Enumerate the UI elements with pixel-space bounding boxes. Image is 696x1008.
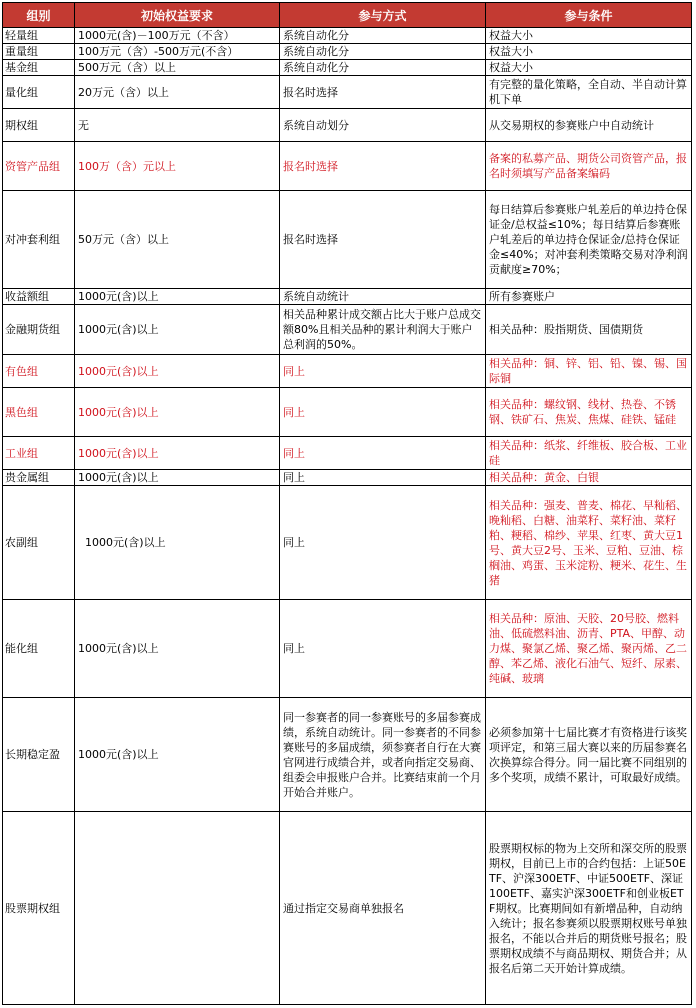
header-method: 参与方式 <box>280 3 486 28</box>
requirement-cell: 1000元(含)以上 <box>75 355 280 388</box>
method-cell: 系统自动统计 <box>280 289 486 305</box>
table-row <box>3 305 692 355</box>
requirement-cell: 1000元(含)以上 <box>75 305 280 355</box>
table-row <box>3 812 692 1005</box>
group-cell: 基金组 <box>3 60 75 76</box>
table-row <box>3 600 692 698</box>
condition-cell: 所有参赛账户 <box>486 289 692 305</box>
header-group: 组别 <box>3 3 75 28</box>
group-cell: 期权组 <box>3 109 75 142</box>
condition-cell: 相关品种：铜、锌、铝、铅、镍、锡、国际铜 <box>486 355 692 388</box>
group-cell: 量化组 <box>3 76 75 109</box>
condition-cell: 必须参加第十七届比赛才有资格进行该奖项评定，和第三届大赛以来的历届参赛名次换算综合得分。同一届比赛不同组别的多个奖项，成绩不累计，可取最好成绩。 <box>486 698 692 812</box>
header-row <box>3 3 692 28</box>
table-row <box>3 486 692 600</box>
condition-cell: 相关品种：原油、天胶、20号胶、燃料油、低硫燃料油、沥青、PTA、甲醇、动力煤、聚氯乙烯、聚乙烯、聚丙烯、乙二醇、苯乙烯、液化石油气、短纤、尿素、纯碱、玻璃 <box>486 600 692 698</box>
group-cell: 收益额组 <box>3 289 75 305</box>
table-row <box>3 289 692 305</box>
method-cell: 系统自动化分 <box>280 44 486 60</box>
condition-cell: 权益大小 <box>486 44 692 60</box>
group-cell: 股票期权组 <box>3 812 75 1005</box>
requirement-cell: 1000元(含)以上 <box>75 698 280 812</box>
requirement-cell <box>75 812 280 1005</box>
method-cell: 同上 <box>280 486 486 600</box>
condition-cell: 备案的私募产品、期货公司资管产品，报名时须填写产品备案编码 <box>486 142 692 191</box>
condition-cell: 相关品种：螺纹钢、线材、热卷、不锈钢、铁矿石、焦炭、焦煤、硅铁、锰硅 <box>486 388 692 437</box>
table-row <box>3 76 692 109</box>
condition-cell: 权益大小 <box>486 60 692 76</box>
requirement-cell: 1000元(含)以上 <box>75 600 280 698</box>
method-cell: 同上 <box>280 600 486 698</box>
requirement-cell: 50万元（含）以上 <box>75 191 280 289</box>
condition-cell: 相关品种：黄金、白银 <box>486 470 692 486</box>
requirement-cell: 1000元(含)－100万元（不含） <box>75 28 280 44</box>
condition-cell: 相关品种：纸浆、纤维板、胶合板、工业硅 <box>486 437 692 470</box>
group-cell: 贵金属组 <box>3 470 75 486</box>
table-row <box>3 109 692 142</box>
requirement-cell: 1000元(含)以上 <box>75 486 280 600</box>
table-row <box>3 60 692 76</box>
table-row <box>3 142 692 191</box>
condition-cell: 从交易期权的参赛账户中自动统计 <box>486 109 692 142</box>
method-cell: 报名时选择 <box>280 191 486 289</box>
condition-cell: 每日结算后参赛账户轧差后的单边持仓保证金/总权益≤10%；每日结算后参赛账户轧差后的单边持仓保证金/总持仓保证金≤40%；对冲套利类策略交易对净利润贡献度≥70%； <box>486 191 692 289</box>
condition-cell: 相关品种：强麦、普麦、棉花、早籼稻、晚籼稻、白糖、油菜籽、菜籽油、菜籽粕、粳稻、棉纱、苹果、红枣、黄大豆1号、黄大豆2号、玉米、豆粕、豆油、棕榈油、鸡蛋、玉米淀粉、粳米、花生、生猪 <box>486 486 692 600</box>
method-cell: 报名时选择 <box>280 76 486 109</box>
table-row <box>3 355 692 388</box>
requirement-cell: 1000元(含)以上 <box>75 388 280 437</box>
group-cell: 黑色组 <box>3 388 75 437</box>
header-requirement: 初始权益要求 <box>75 3 280 28</box>
method-cell: 同一参赛者的同一参赛账号的多届参赛成绩，系统自动统计。同一参赛者的不同参赛账号的多届成绩，须参赛者自行在大赛官网进行成绩合并，或者向指定交易商、组委会申报账户合并。比赛结束前一个月开始合并账户。 <box>280 698 486 812</box>
requirement-cell: 无 <box>75 109 280 142</box>
requirement-cell: 100万（含）元以上 <box>75 142 280 191</box>
method-cell: 同上 <box>280 470 486 486</box>
group-cell: 重量组 <box>3 44 75 60</box>
requirement-cell: 1000元(含)以上 <box>75 437 280 470</box>
method-cell: 报名时选择 <box>280 142 486 191</box>
method-cell: 同上 <box>280 388 486 437</box>
requirement-cell: 100万元（含）-500万元(不含） <box>75 44 280 60</box>
method-cell: 相关品种累计成交额占比大于账户总成交额80%且相关品种的累计利润大于账户总利润的50%。 <box>280 305 486 355</box>
table-row <box>3 44 692 60</box>
header-condition: 参与条件 <box>486 3 692 28</box>
table-row <box>3 28 692 44</box>
group-cell: 农副组 <box>3 486 75 600</box>
method-cell: 同上 <box>280 355 486 388</box>
condition-cell: 权益大小 <box>486 28 692 44</box>
competition-groups-table <box>2 2 692 1005</box>
group-cell: 对冲套利组 <box>3 191 75 289</box>
table-row <box>3 470 692 486</box>
requirement-cell: 1000元(含)以上 <box>75 470 280 486</box>
condition-cell: 有完整的量化策略，全自动、半自动计算机下单 <box>486 76 692 109</box>
requirement-cell: 1000元(含)以上 <box>75 289 280 305</box>
method-cell: 系统自动化分 <box>280 60 486 76</box>
table-row <box>3 388 692 437</box>
table-row <box>3 437 692 470</box>
group-cell: 有色组 <box>3 355 75 388</box>
group-cell: 资管产品组 <box>3 142 75 191</box>
group-cell: 工业组 <box>3 437 75 470</box>
group-cell: 长期稳定盈 <box>3 698 75 812</box>
requirement-cell: 500万元（含）以上 <box>75 60 280 76</box>
group-cell: 金融期货组 <box>3 305 75 355</box>
group-cell: 能化组 <box>3 600 75 698</box>
method-cell: 通过指定交易商单独报名 <box>280 812 486 1005</box>
table-row <box>3 698 692 812</box>
condition-cell: 相关品种：股指期货、国债期货 <box>486 305 692 355</box>
method-cell: 系统自动化分 <box>280 28 486 44</box>
condition-cell: 股票期权标的物为上交所和深交所的股票期权，目前已上市的合约包括：上证50ETF、沪深300ETF、中证500ETF、深证100ETF、嘉实沪深300ETF和创业板ETF期权。比赛期间如有新增品种，自动纳入统计；报名参赛须以股票期权账号单独报名，不能以合并后的期货账号报名；股票期权成绩不与商品期权、期货合并；从报名后第二天开始计算成绩。 <box>486 812 692 1005</box>
method-cell: 同上 <box>280 437 486 470</box>
table-row <box>3 191 692 289</box>
group-cell: 轻量组 <box>3 28 75 44</box>
requirement-cell: 20万元（含）以上 <box>75 76 280 109</box>
method-cell: 系统自动划分 <box>280 109 486 142</box>
